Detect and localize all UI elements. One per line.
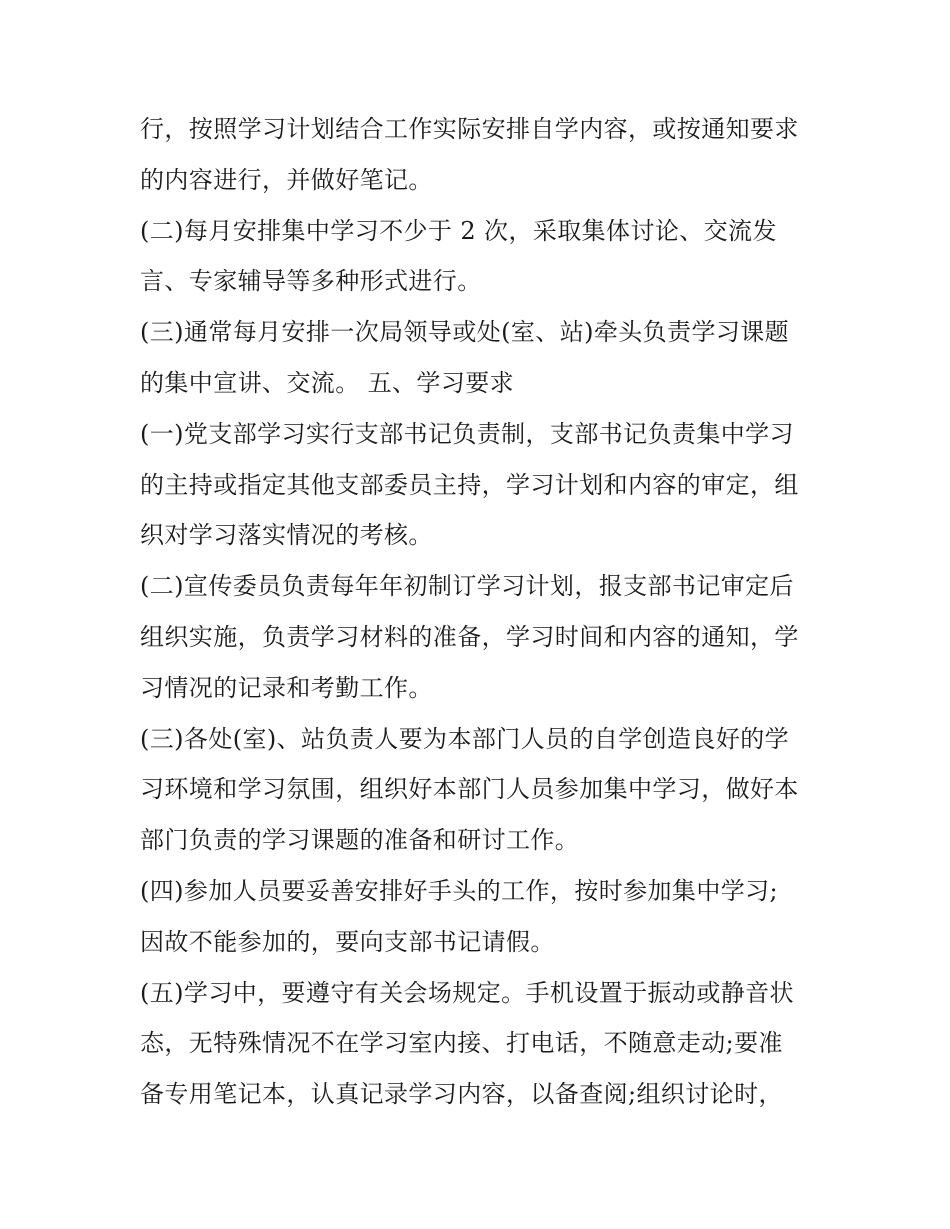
text-line: 组织实施，负责学习材料的准备，学习时间和内容的通知，学	[140, 622, 799, 651]
text-line: 因故不能参加的，要向支部书记请假。	[140, 927, 555, 956]
text-line: (二)宣传委员负责每年年初制订学习计划，报支部书记审定后	[140, 572, 794, 601]
text-line: (三)各处(室)、站负责人要为本部门人员的自学创造良好的学	[140, 724, 790, 753]
text-line: 态，无特殊情况不在学习室内接、打电话，不随意走动;要准	[140, 1029, 783, 1058]
text-line: 的主持或指定其他支部委员主持，学习计划和内容的审定，组	[140, 470, 799, 499]
text-line: 言、专家辅导等多种形式进行。	[140, 267, 482, 296]
text-line: 的集中宣讲、交流。 五、学习要求	[140, 368, 515, 397]
text-line: 的内容进行，并做好笔记。	[140, 165, 433, 194]
text-line: 习环境和学习氛围，组织好本部门人员参加集中学习，做好本	[140, 775, 799, 804]
text-line: (五)学习中，要遵守有关会场规定。手机设置于振动或静音状	[140, 978, 794, 1007]
text-line: 部门负责的学习课题的准备和研讨工作。	[140, 826, 580, 855]
text-line: (一)党支部学习实行支部书记负责制，支部书记负责集中学习	[140, 419, 794, 448]
text-line: 备专用笔记本，认真记录学习内容，以备查阅;组织讨论时，	[140, 1080, 783, 1109]
text-line: (二)每月安排集中学习不少于 2 次，采取集体讨论、交流发	[140, 216, 777, 245]
text-line: (四)参加人员要妥善安排好手头的工作，按时参加集中学习;	[140, 876, 779, 905]
text-line: 织对学习落实情况的考核。	[140, 521, 433, 550]
text-line: 行，按照学习计划结合工作实际安排自学内容，或按通知要求	[140, 115, 799, 143]
body-text	[140, 104, 820, 1120]
text-line: 习情况的记录和考勤工作。	[140, 673, 433, 702]
text-line: (三)通常每月安排一次局领导或处(室、站)牵头负责学习课题	[140, 318, 790, 347]
